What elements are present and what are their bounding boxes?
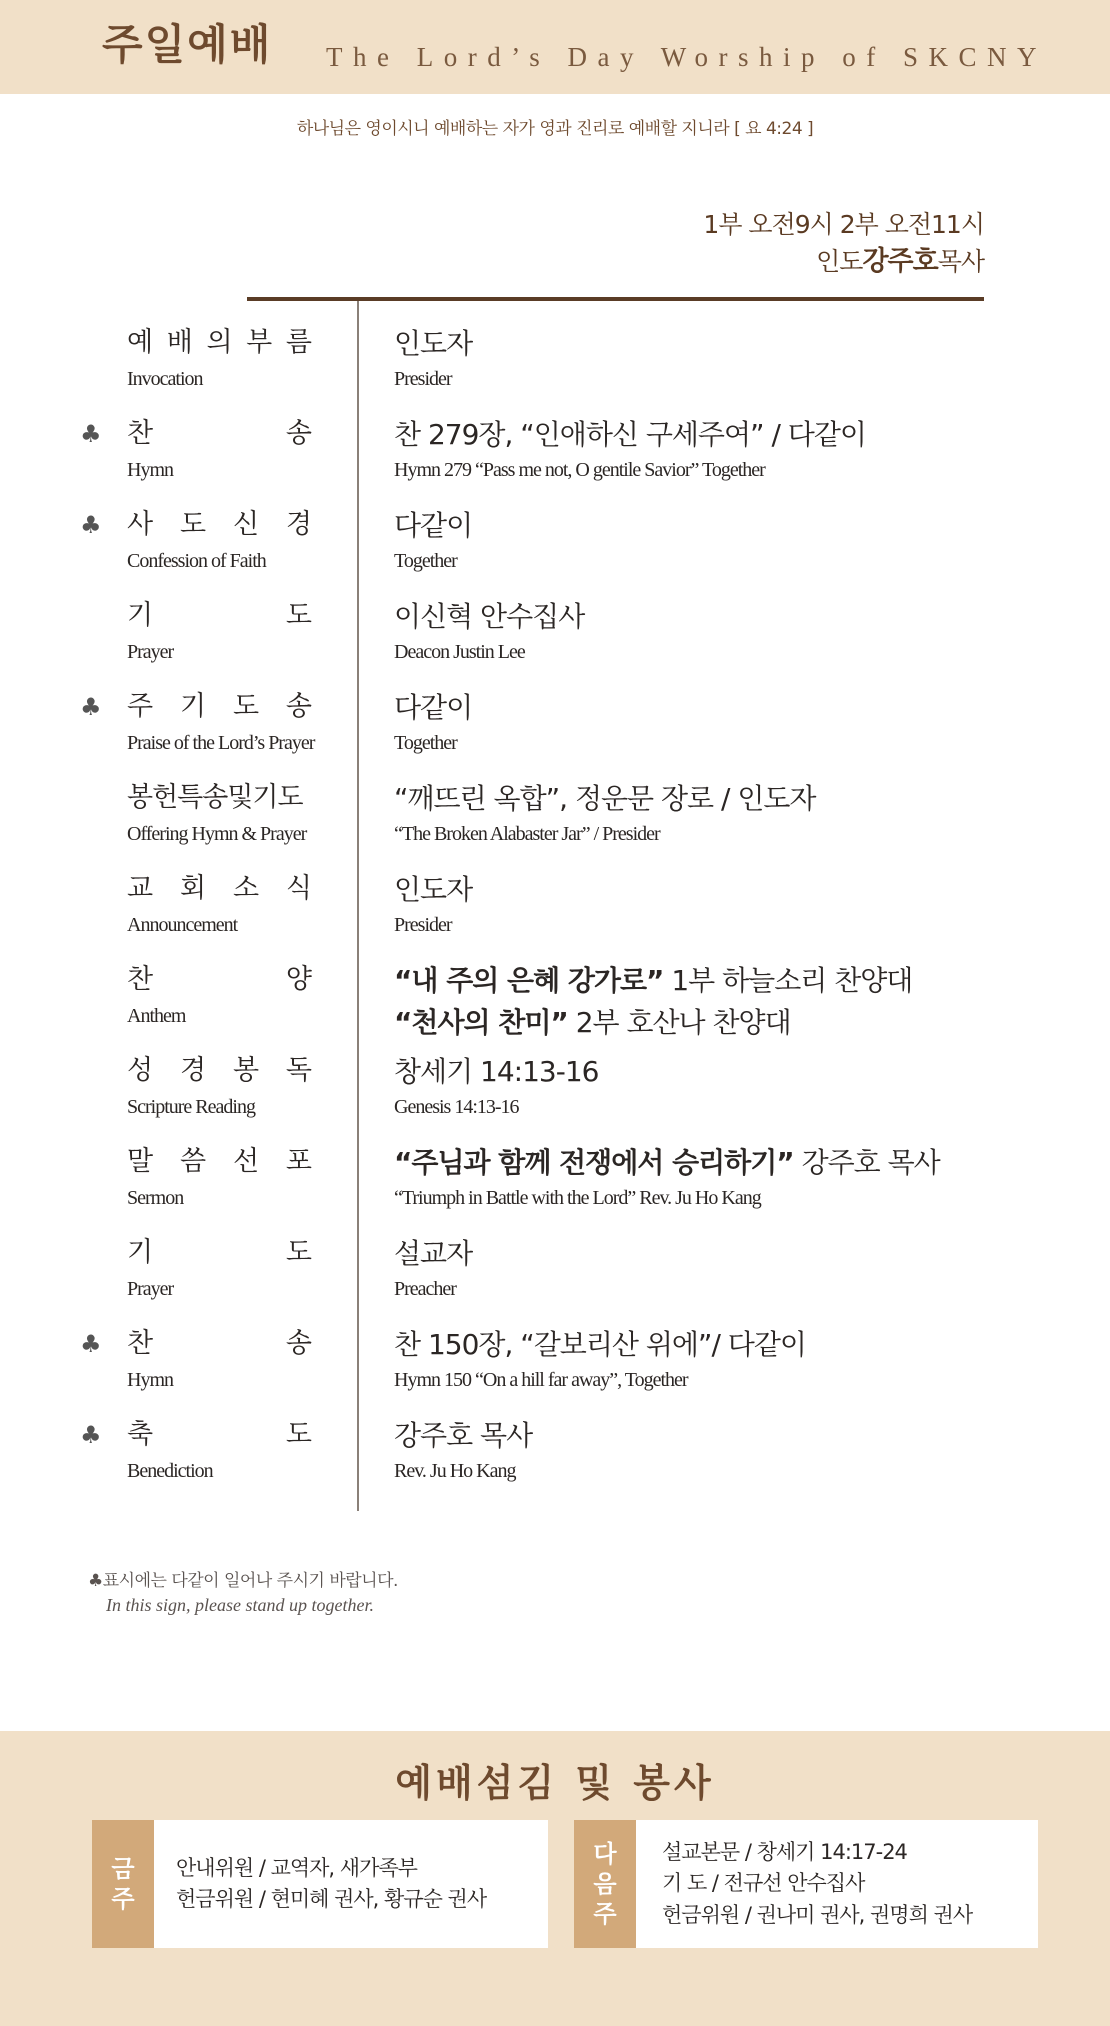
leader-name: 강주호 — [862, 246, 938, 277]
order-item — [0, 873, 1110, 953]
order-item-label-english: Praise of the Lord’s Prayer — [127, 732, 315, 754]
order-item — [0, 1055, 1110, 1135]
stand-icon: ♣ — [80, 693, 102, 721]
label-char: 예 — [127, 327, 154, 358]
order-item-detail: 찬 150장, “갈보리산 위에”/ 다같이 — [394, 1328, 806, 1361]
label-char: 교 — [127, 873, 154, 904]
detail-text: 1부 하늘소리 찬양대 — [663, 964, 913, 997]
leader-suffix: 목사 — [937, 247, 984, 276]
detail-emphasis: “천사의 찬미” — [394, 1006, 568, 1039]
order-item — [0, 600, 1110, 680]
order-item-detail-english: Hymn 150 “On a hill far away”, Together — [394, 1369, 688, 1391]
label-char: 봉헌특송및기도 — [127, 782, 303, 813]
label-char: 찬 — [127, 964, 154, 995]
order-item-label-english: Prayer — [127, 641, 174, 663]
stand-icon: ♣ — [80, 420, 102, 448]
order-item-label-english: Invocation — [127, 368, 203, 390]
order-item-label — [127, 327, 312, 359]
next-week-lines — [662, 1820, 972, 1948]
stand-icon: ♣ — [80, 1421, 102, 1449]
detail-text: 강주호 목사 — [793, 1146, 940, 1179]
service-times: 1부 오전9시 2부 오전11시 — [703, 210, 984, 239]
order-item-label-english: Announcement — [127, 914, 238, 936]
tag-char: 주 — [593, 1900, 617, 1928]
this-week-lines — [176, 1820, 486, 1948]
order-item-detail: 찬 279장, “인애하신 구세주여” / 다같이 — [394, 418, 866, 451]
page-title: 주일예배 — [102, 20, 273, 69]
label-char: 양 — [285, 964, 312, 995]
label-char: 도 — [285, 1237, 312, 1268]
label-char: 씀 — [179, 1146, 207, 1177]
service-leader — [816, 246, 984, 278]
order-item-detail-english: “Triumph in Battle with the Lord” Rev. Ju Ho Kang — [394, 1187, 761, 1209]
order-item-label — [127, 418, 312, 450]
order-item — [0, 1146, 1110, 1226]
order-item-label — [127, 691, 312, 723]
order-item — [0, 1328, 1110, 1408]
label-char: 식 — [285, 873, 312, 904]
order-item-label-english: Hymn — [127, 459, 173, 481]
order-item-label — [127, 1055, 312, 1087]
order-item-label-english: Scripture Reading — [127, 1096, 255, 1118]
order-item-detail: “깨뜨린 옥합”, 정운문 장로 / 인도자 — [394, 782, 816, 815]
order-item-label-english: Prayer — [127, 1278, 174, 1300]
next-week-line: 헌금위원 / 권나미 권사, 권명희 권사 — [662, 1902, 973, 1927]
order-item-detail-english: Rev. Ju Ho Kang — [394, 1460, 516, 1482]
tag-char: 음 — [593, 1870, 617, 1898]
stand-note: ♣표시에는 다같이 일어나 주시기 바랍니다. — [88, 1571, 398, 1591]
order-item-label — [127, 1237, 312, 1269]
tag-char: 주 — [111, 1885, 135, 1913]
stand-note-english: In this sign, please stand up together. — [106, 1595, 374, 1615]
label-char: 기 — [127, 1237, 154, 1268]
label-char: 포 — [285, 1146, 312, 1177]
order-item-detail-english: Together — [394, 550, 457, 572]
order-item-detail-english: Together — [394, 732, 457, 754]
label-char: 배 — [166, 327, 193, 358]
label-char: 송 — [285, 418, 312, 449]
order-item-detail-english: Presider — [394, 368, 452, 390]
this-week-tag — [92, 1820, 154, 1948]
next-week-tag — [574, 1820, 636, 1948]
order-item-label-english: Anthem — [127, 1005, 186, 1027]
label-char: 송 — [285, 1328, 312, 1359]
label-char: 경 — [285, 509, 312, 540]
order-item-detail: 창세기 14:13-16 — [394, 1055, 599, 1088]
label-char: 도 — [179, 509, 207, 540]
page-subtitle: The Lord’s Day Worship of SKCNY — [326, 42, 1048, 72]
label-char: 기 — [179, 691, 207, 722]
detail-text: 2부 호산나 찬양대 — [567, 1006, 791, 1039]
stand-icon: ♣ — [80, 511, 102, 539]
label-char: 의 — [206, 327, 233, 358]
order-item-detail — [394, 964, 912, 998]
label-char: 사 — [127, 509, 154, 540]
footer-title: 예배섬김 및 봉사 — [395, 1761, 715, 1805]
order-item-detail — [394, 1146, 940, 1180]
label-char: 도 — [285, 1419, 312, 1450]
order-item — [0, 691, 1110, 771]
label-char: 찬 — [127, 418, 154, 449]
label-char: 송 — [285, 691, 312, 722]
next-week-line: 설교본문 / 창세기 14:17-24 — [662, 1839, 907, 1864]
order-item — [0, 1237, 1110, 1317]
label-char: 름 — [285, 327, 312, 358]
order-item-detail: 강주호 목사 — [394, 1419, 533, 1452]
leader-prefix: 인도 — [816, 247, 863, 276]
order-item-label — [127, 600, 312, 632]
order-item-label-english: Confession of Faith — [127, 550, 266, 572]
label-char: 봉 — [232, 1055, 260, 1086]
order-item-label-english: Sermon — [127, 1187, 184, 1209]
order-item-label-english: Hymn — [127, 1369, 173, 1391]
order-item-detail-english: Preacher — [394, 1278, 456, 1300]
order-item — [0, 327, 1110, 407]
next-week-line: 기 도 / 전규선 안수집사 — [662, 1871, 865, 1896]
this-week-line: 안내위원 / 교역자, 새가족부 — [176, 1855, 417, 1880]
label-char: 축 — [127, 1419, 154, 1450]
detail-emphasis: “내 주의 은혜 강가로” — [394, 964, 664, 997]
order-item — [0, 964, 1110, 1044]
order-item-detail: 인도자 — [394, 327, 473, 360]
order-item-label — [127, 782, 347, 814]
order-item-label — [127, 1146, 312, 1178]
order-item-detail-english: Deacon Justin Lee — [394, 641, 525, 663]
order-item — [0, 1419, 1110, 1499]
order-item-detail-second — [394, 1006, 791, 1040]
order-item-label — [127, 964, 312, 996]
order-item-label — [127, 873, 312, 905]
label-char: 찬 — [127, 1328, 154, 1359]
order-item-label — [127, 509, 312, 541]
label-char: 회 — [179, 873, 207, 904]
tag-char: 다 — [593, 1840, 617, 1868]
order-item-detail-english: Hymn 279 “Pass me not, O gentile Savior” Together — [394, 459, 765, 481]
order-item-detail-english: “The Broken Alabaster Jar” / Presider — [394, 823, 660, 845]
order-item-detail: 이신혁 안수집사 — [394, 600, 585, 633]
stand-icon: ♣ — [80, 1330, 102, 1358]
label-char: 주 — [127, 691, 154, 722]
label-char: 도 — [285, 600, 312, 631]
tag-char: 금 — [111, 1855, 135, 1883]
label-char: 경 — [179, 1055, 207, 1086]
label-char: 기 — [127, 600, 154, 631]
order-item-label — [127, 1419, 312, 1451]
order-item — [0, 782, 1110, 862]
order-item-detail: 다같이 — [394, 509, 473, 542]
scripture-verse: 하나님은 영이시니 예배하는 자가 영과 진리로 예배할 지니라 [ 요 4:24 ] — [296, 119, 814, 139]
label-char: 성 — [127, 1055, 154, 1086]
order-item-label — [127, 1328, 312, 1360]
label-char: 소 — [232, 873, 260, 904]
label-char: 신 — [232, 509, 260, 540]
order-item-detail-english: Presider — [394, 914, 452, 936]
label-char: 도 — [232, 691, 260, 722]
order-item-detail: 설교자 — [394, 1237, 473, 1270]
order-item-detail-english: Genesis 14:13-16 — [394, 1096, 519, 1118]
label-char: 부 — [246, 327, 273, 358]
detail-emphasis: “주님과 함께 전쟁에서 승리하기” — [394, 1146, 794, 1179]
order-item-label-english: Benediction — [127, 1460, 213, 1482]
order-item — [0, 509, 1110, 589]
order-item — [0, 418, 1110, 498]
this-week-box — [92, 1820, 548, 1948]
label-char: 독 — [285, 1055, 312, 1086]
next-week-box — [574, 1820, 1038, 1948]
order-item-label-english: Offering Hymn & Prayer — [127, 823, 307, 845]
label-char: 말 — [127, 1146, 154, 1177]
order-item-detail: 인도자 — [394, 873, 473, 906]
order-item-detail: 다같이 — [394, 691, 473, 724]
this-week-line: 헌금위원 / 현미혜 권사, 황규순 권사 — [176, 1887, 487, 1911]
label-char: 선 — [232, 1146, 260, 1177]
